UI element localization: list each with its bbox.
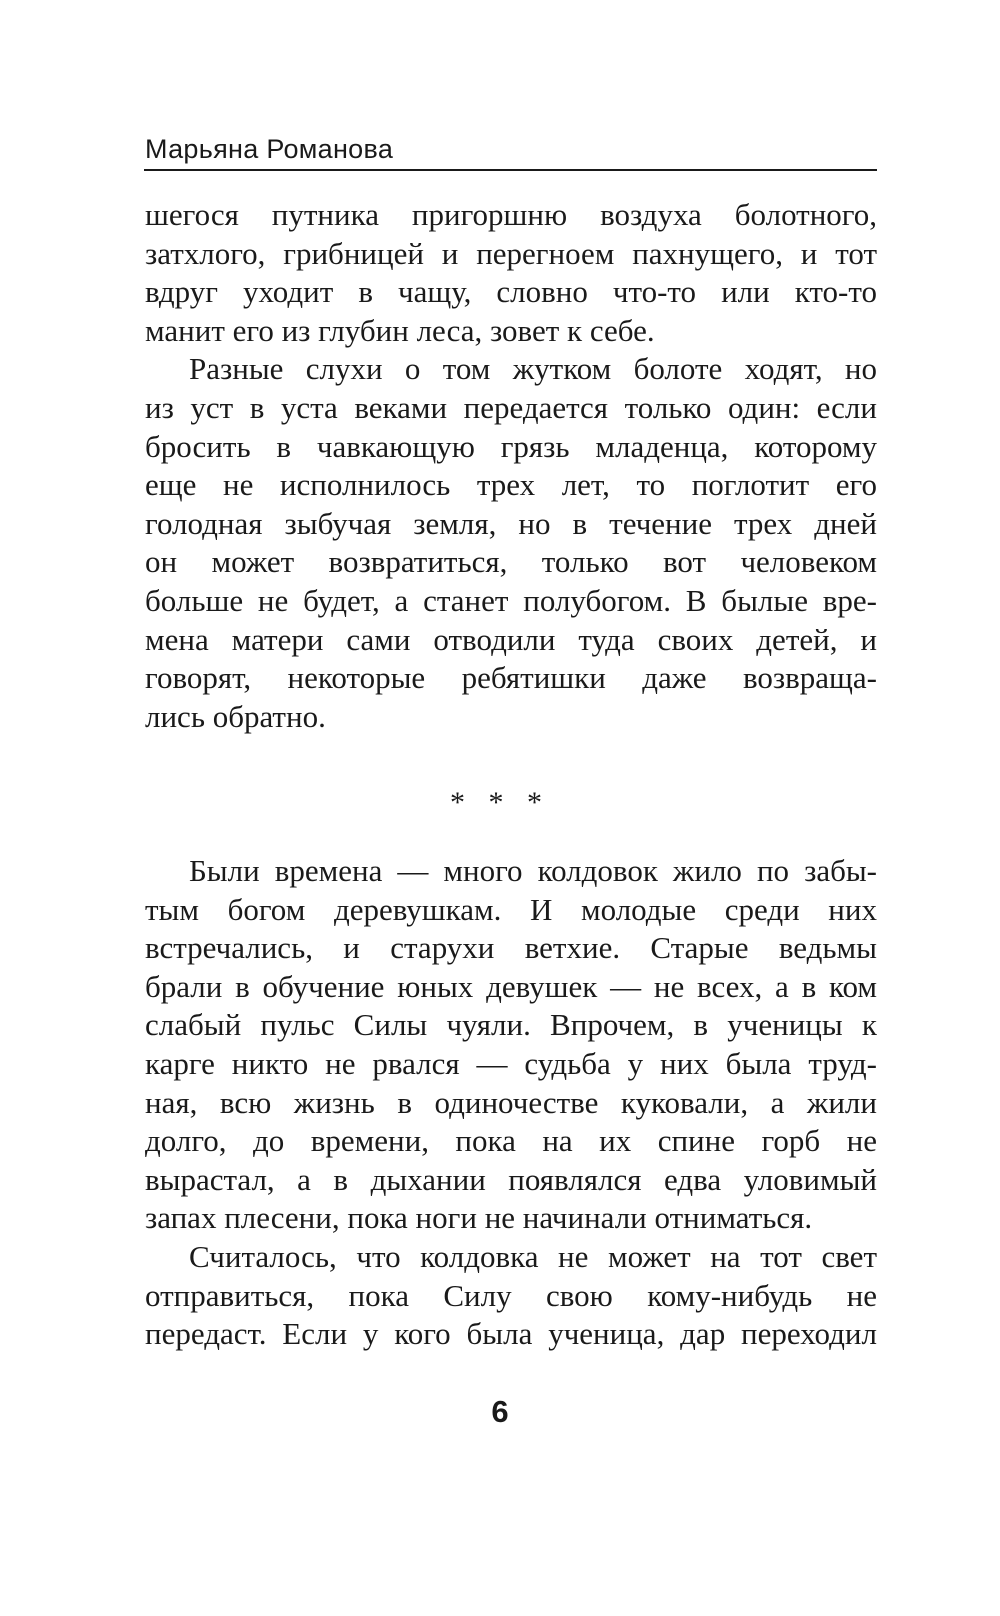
- text-section-1: [145, 196, 877, 736]
- text-line: еще не исполнилось трех лет, то поглотит его: [145, 467, 877, 503]
- text-line: отправиться, пока Силу свою кому-нибудь не: [145, 1277, 877, 1313]
- text-line: тым богом деревушкам. И молодые среди них: [145, 891, 877, 927]
- text-line: вырастал, а в дыхании появлялся едва уловимый: [145, 1161, 877, 1197]
- text-line: запах плесени, пока ноги не начинали отниматься.: [145, 1200, 813, 1236]
- text-line: бросить в чавкающую грязь младенца, которому: [145, 428, 877, 464]
- text-line: мена матери сами отводили туда своих детей, и: [145, 621, 877, 657]
- text-line: больше не будет, а станет полубогом. В былые вре-: [145, 582, 877, 618]
- text-line: передаст. Если у кого была ученица, дар переходил: [145, 1316, 877, 1352]
- text-line: затхлого, грибницей и перегноем пахнущего, и тот: [145, 235, 877, 271]
- section-divider: * * *: [450, 786, 550, 819]
- text-line: лись обратно.: [145, 698, 326, 734]
- text-line: Были времена — много колдовок жило по забы-: [189, 853, 877, 888]
- text-section-2: [145, 852, 877, 1354]
- header-rule: [144, 169, 877, 171]
- text-line: Разные слухи о том жутком болоте ходят, но: [189, 351, 877, 387]
- page-number: 6: [491, 1394, 509, 1429]
- text-line: ная, всю жизнь в одиночестве куковали, а жили: [145, 1084, 877, 1120]
- text-line: брали в обучение юных девушек — не всех, а в ком: [145, 968, 877, 1004]
- running-head-author: Марьяна Романова: [145, 134, 394, 164]
- text-line: встречались, и старухи ветхие. Старые ведьмы: [145, 930, 877, 966]
- text-line: голодная зыбучая земля, но в течение трех дней: [145, 505, 877, 541]
- text-line: из уст в уста веками передается только один: если: [145, 389, 877, 425]
- text-line: шегося путника пригоршню воздуха болотного,: [145, 197, 877, 232]
- text-line: долго, до времени, пока на их спине горб не: [145, 1123, 877, 1159]
- text-line: вдруг уходит в чащу, словно что-то или кто-то: [145, 274, 877, 310]
- text-line: он может возвратиться, только вот человеком: [145, 544, 877, 580]
- text-line: Считалось, что колдовка не может на тот свет: [189, 1238, 877, 1274]
- text-line: говорят, некоторые ребятишки даже возвраща-: [145, 660, 877, 696]
- text-line: манит его из глубин леса, зовет к себе.: [145, 312, 655, 348]
- text-line: слабый пульс Силы чуяли. Впрочем, в ученицы к: [145, 1007, 877, 1043]
- text-line: карге никто не рвался — судьба у них была труд-: [145, 1045, 877, 1081]
